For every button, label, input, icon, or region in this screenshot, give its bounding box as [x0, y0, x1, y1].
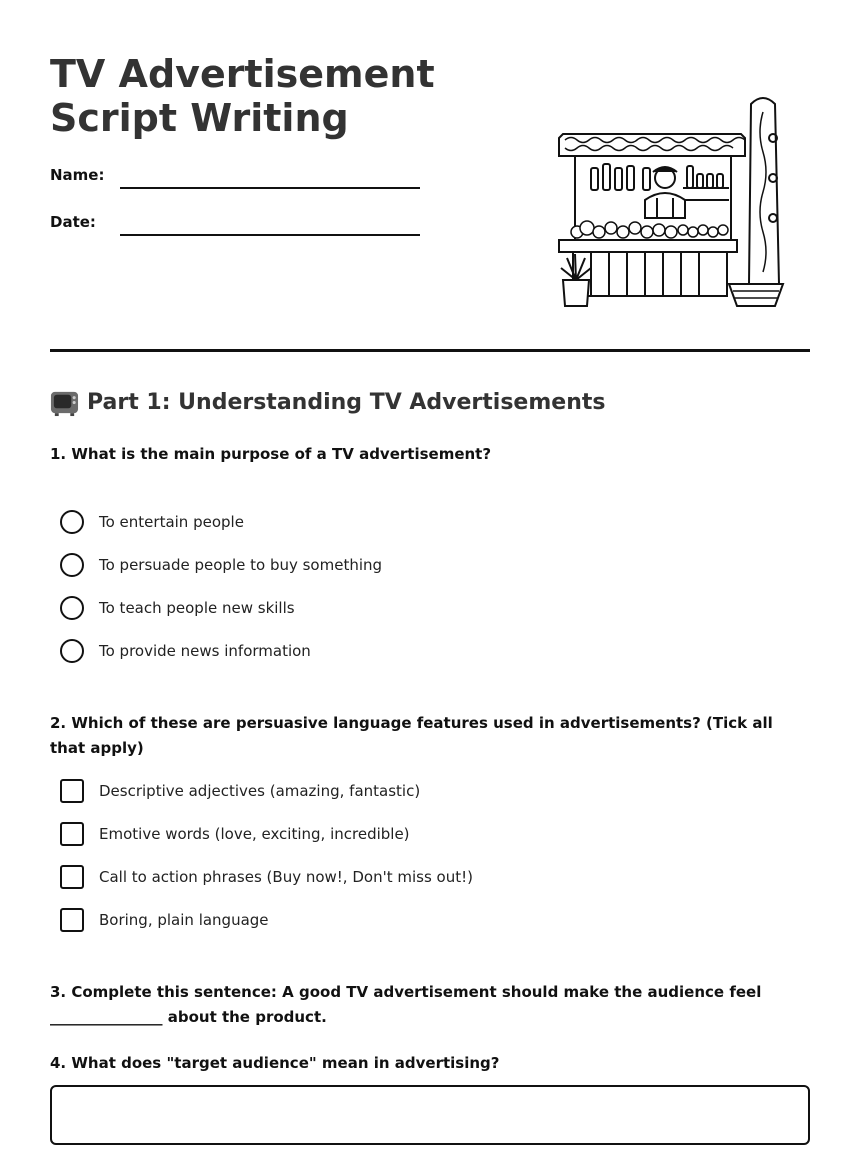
date-field[interactable] — [120, 234, 420, 236]
checkbox[interactable] — [60, 908, 84, 932]
date-label: Date: — [50, 213, 96, 231]
television-icon — [50, 388, 79, 417]
question-1: 1. What is the main purpose of a TV advertisement? — [50, 445, 492, 463]
q2-option-4[interactable] — [60, 907, 269, 933]
name-label: Name: — [50, 166, 105, 184]
q1-option-2-label: To persuade people to buy something — [99, 556, 383, 574]
q2-option-1-label: Descriptive adjectives (amazing, fantastic) — [99, 782, 421, 800]
part1-heading — [50, 388, 605, 417]
q1-option-3[interactable] — [60, 595, 295, 621]
q1-option-4[interactable] — [60, 638, 311, 664]
worksheet-title: TV Advertisement Script Writing — [50, 52, 435, 140]
q1-option-2[interactable] — [60, 552, 382, 578]
header-divider — [50, 349, 810, 352]
radio-button[interactable] — [60, 553, 84, 577]
q2-option-2[interactable] — [60, 821, 410, 847]
q1-option-1[interactable] — [60, 509, 244, 535]
q1-option-3-label: To teach people new skills — [99, 599, 295, 617]
radio-button[interactable] — [60, 596, 84, 620]
question-2: 2. Which of these are persuasive language features used in advertisements? (Tick all that apply) — [50, 714, 773, 757]
checkbox[interactable] — [60, 822, 84, 846]
radio-button[interactable] — [60, 510, 84, 534]
question-4: 4. What does "target audience" mean in advertising? — [50, 1054, 500, 1072]
checkbox[interactable] — [60, 865, 84, 889]
question-3: 3. Complete this sentence: A good TV advertisement should make the audience feel _______________ about the product. — [50, 983, 762, 1026]
market-stall-illustration — [553, 88, 793, 314]
radio-button[interactable] — [60, 639, 84, 663]
q1-option-4-label: To provide news information — [99, 642, 311, 660]
checkbox[interactable] — [60, 779, 84, 803]
q1-option-1-label: To entertain people — [99, 513, 244, 531]
q2-option-3[interactable] — [60, 864, 473, 890]
part1-heading-text: Part 1: Understanding TV Advertisements — [87, 390, 606, 415]
q2-option-1[interactable] — [60, 778, 420, 804]
q4-answer-box[interactable] — [50, 1085, 810, 1145]
q2-option-3-label: Call to action phrases (Buy now!, Don't miss out!) — [99, 868, 473, 886]
q2-option-2-label: Emotive words (love, exciting, incredible) — [99, 825, 410, 843]
q2-option-4-label: Boring, plain language — [99, 911, 269, 929]
name-field[interactable] — [120, 187, 420, 189]
